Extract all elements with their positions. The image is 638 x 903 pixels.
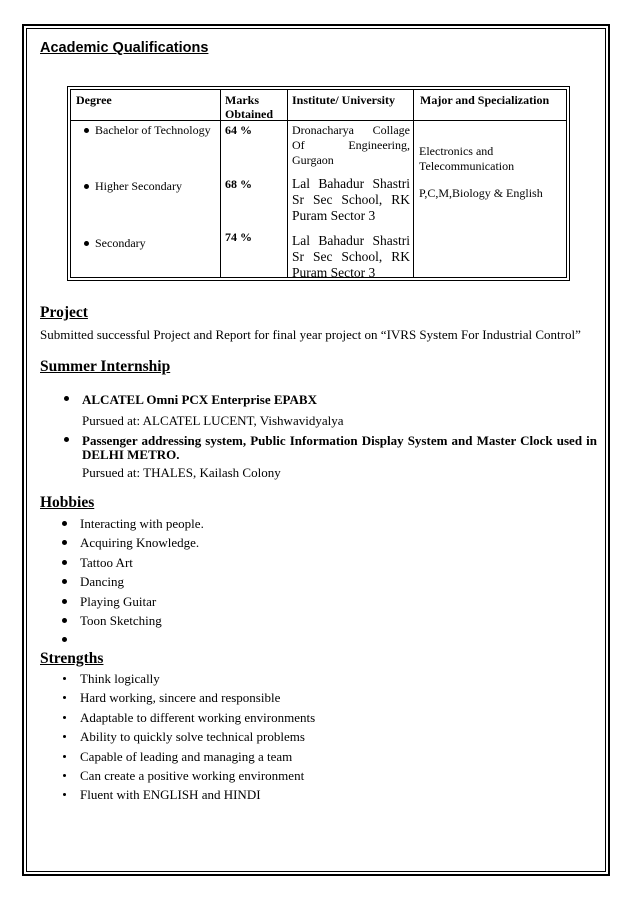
- strength-item: [62, 671, 315, 690]
- institute-line: Sr Sec School, RK: [292, 192, 410, 207]
- strength-item: [62, 749, 315, 768]
- strength-text: Can create a positive working environment: [80, 767, 305, 783]
- internship-title: Summer Internship: [40, 358, 171, 375]
- academic-title: Academic Qualifications: [40, 40, 209, 56]
- bullet-icon: [63, 716, 66, 719]
- internship-pursued: Pursued at: THALES, Kailash Colony: [82, 465, 281, 480]
- marks-value: 68 %: [225, 177, 252, 191]
- table-row-degree: [84, 179, 182, 193]
- hobby-item: [62, 594, 204, 613]
- hobby-text: Playing Guitar: [80, 593, 157, 609]
- institute-line: Puram Sector 3: [292, 208, 376, 223]
- bullet-icon: [62, 618, 67, 623]
- major-line: Electronics and: [419, 144, 494, 158]
- bullet-icon: [84, 128, 89, 133]
- hobby-text: Interacting with people.: [80, 516, 204, 531]
- major-line: Telecommunication: [419, 158, 515, 173]
- table-row-degree: [84, 236, 146, 250]
- institute-line: Of Engineering,: [292, 138, 410, 152]
- internship-pursued: Pursued at: ALCATEL LUCENT, Vishwavidyalya: [82, 413, 344, 428]
- strength-item: [62, 768, 315, 787]
- strengths-list: [62, 671, 315, 807]
- bullet-icon: [64, 396, 69, 401]
- header-major: Major and Specialization: [420, 93, 550, 107]
- bullet-icon: [64, 437, 69, 442]
- table-header-divider: [70, 120, 567, 121]
- strength-item: [62, 690, 315, 709]
- internship-name: DELHI METRO.: [82, 447, 180, 462]
- bullet-icon: [62, 579, 67, 584]
- table-divider: [287, 89, 288, 278]
- bullet-icon: [63, 793, 66, 796]
- hobby-item: [62, 574, 204, 593]
- hobby-text: Toon Sketching: [80, 612, 162, 628]
- bullet-icon: [62, 540, 67, 545]
- degree-value: Secondary: [95, 236, 146, 250]
- header-degree: Degree: [76, 93, 112, 107]
- strength-item: [62, 710, 315, 729]
- marks-value: 74 %: [225, 230, 252, 244]
- hobby-text: Acquiring Knowledge.: [80, 535, 200, 551]
- institute-line: Sr Sec School, RK: [292, 249, 410, 264]
- institute-value: [292, 176, 410, 224]
- strength-text: Think logically: [80, 671, 160, 686]
- degree-value: Higher Secondary: [95, 179, 182, 193]
- institute-line: Lal Bahadur Shastri: [292, 176, 410, 191]
- bullet-icon: [84, 184, 89, 189]
- table-row-degree: [84, 123, 211, 137]
- degree-value: Bachelor of Technology: [95, 123, 211, 137]
- header-institute: Institute/ University: [292, 93, 395, 107]
- institute-line: Puram Sector 3: [292, 265, 376, 280]
- major-value: P,C,M,Biology & English: [419, 186, 543, 200]
- bullet-icon: [62, 521, 67, 526]
- bullet-icon: [62, 599, 67, 604]
- bullet-icon: [84, 241, 89, 246]
- hobby-item: [62, 516, 204, 535]
- strength-text: Hard working, sincere and responsible: [80, 690, 281, 706]
- hobby-item: [62, 535, 204, 554]
- strength-text: Ability to quickly solve technical problems: [80, 729, 305, 745]
- project-title: Project: [40, 304, 88, 321]
- internship-name: Passenger addressing system, Public Information Display System and Master Clock used in: [82, 433, 597, 448]
- bullet-icon: [62, 560, 67, 565]
- strength-item: [62, 729, 315, 748]
- internship-item: [64, 436, 72, 444]
- hobbies-list: [62, 516, 204, 652]
- institute-line: Gurgaon: [292, 153, 334, 167]
- strength-text: Capable of leading and managing a team: [80, 748, 293, 764]
- hobby-item: [62, 632, 204, 651]
- strength-item: [62, 787, 315, 806]
- hobby-text: Tattoo Art: [80, 554, 133, 570]
- strength-text: Adaptable to different working environments: [80, 709, 316, 725]
- bullet-icon: [63, 774, 66, 777]
- hobbies-title: Hobbies: [40, 494, 95, 511]
- strength-text: Fluent with ENGLISH and HINDI: [80, 787, 261, 803]
- bullet-icon: [62, 637, 67, 642]
- internship-name: ALCATEL Omni PCX Enterprise EPABX: [82, 392, 317, 407]
- major-value: [419, 144, 514, 173]
- strengths-title: Strengths: [40, 650, 104, 667]
- bullet-icon: [63, 696, 66, 699]
- project-text: Submitted successful Project and Report for final year project on “IVRS System For Industrial Control”: [40, 327, 581, 342]
- hobby-item: [62, 555, 204, 574]
- institute-line: Lal Bahadur Shastri: [292, 233, 410, 248]
- bullet-icon: [63, 735, 66, 738]
- hobby-item: [62, 613, 204, 632]
- marks-value: 64 %: [225, 123, 252, 137]
- header-marks: Marks Obtained: [225, 93, 274, 121]
- institute-line: Dronacharya Collage: [292, 123, 410, 137]
- bullet-icon: [63, 755, 66, 758]
- institute-value: [292, 233, 410, 281]
- table-divider: [413, 89, 414, 278]
- table-divider: [220, 89, 221, 278]
- hobby-text: Dancing: [80, 574, 125, 590]
- bullet-icon: [63, 677, 66, 680]
- internship-item: [64, 395, 72, 403]
- institute-value: [292, 123, 410, 168]
